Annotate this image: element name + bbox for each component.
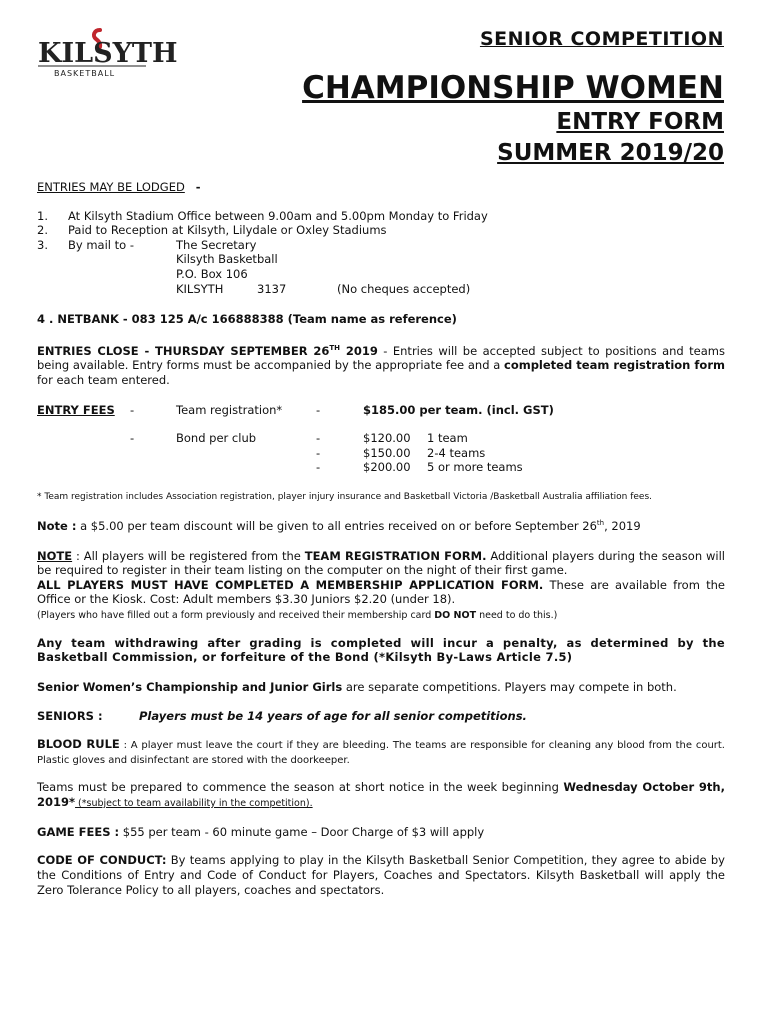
close-date-sup: TH	[329, 343, 341, 352]
game-fees	[37, 825, 725, 840]
note2-label: NOTE	[37, 548, 73, 563]
bond-amount: $200.00	[363, 460, 411, 475]
exemption-bold: DO NOT	[434, 609, 477, 621]
season-commence	[37, 780, 725, 810]
withdrawal-penalty: Any team withdrawing after grading is completed will incur a penalty, as determined by the Basketball Commission, or forfeiture of the Bond (*Kilsyth By-Laws Article 7.5)	[37, 635, 725, 665]
logo-wordmark: KILSYTH	[38, 38, 178, 69]
header-competition: SENIOR COMPETITION	[479, 28, 724, 50]
note2-text-2: Additional players during the season will be required to register in their team listing on the computer on the night of their first game.	[37, 548, 725, 578]
team-registration-amount: $185.00 per team. (incl. GST)	[363, 402, 554, 417]
header-entry-form: ENTRY FORM	[556, 109, 724, 135]
close-text: - Entries will be accepted subject to positions and teams being available. Entry forms must be accompanied by the appropriate fee and a	[37, 343, 726, 373]
blood-rule-text: : A player must leave the court if they are bleeding. The teams are responsible for cleaning any blood from the court. Plastic gloves and disinfectant are stored with the doorkeeper.	[37, 740, 725, 767]
header-title: CHAMPIONSHIP WOMEN	[302, 70, 724, 106]
fees-footnote: * Team registration includes Association registration, player injury insurance and Basketball Victoria /Basketball Australia affiliation fees.	[37, 491, 653, 502]
entries-heading: ENTRIES MAY BE LODGED	[37, 180, 185, 194]
seniors-age-rule	[37, 709, 725, 724]
close-form-note: completed team registration form	[504, 358, 725, 373]
close-year: 2019	[340, 343, 378, 358]
bond-desc: 5 or more teams	[427, 460, 523, 475]
bond-desc: 2-4 teams	[427, 445, 486, 460]
note2-form-name: TEAM REGISTRATION FORM.	[304, 548, 487, 563]
competitions-bold: Senior Women’s Championship and Junior Girls	[37, 680, 343, 695]
commence-note: (*subject to team availability in the competition).	[75, 797, 313, 809]
fee-dash: -	[316, 460, 321, 475]
list-text: Paid to Reception at Kilsyth, Lilydale or Oxley Stadiums	[68, 223, 387, 238]
bond-desc: 1 team	[427, 431, 468, 446]
no-cheques-note: (No cheques accepted)	[337, 281, 471, 296]
bond-amount: $120.00	[363, 431, 411, 446]
address-line: Kilsyth Basketball	[176, 252, 278, 267]
header-season: SUMMER 2019/20	[497, 140, 724, 166]
address-line: P.O. Box 106	[176, 266, 248, 281]
commence-date: Wednesday October 9th, 2019*	[37, 780, 725, 809]
list-number: 2.	[37, 223, 48, 238]
address-row	[37, 267, 725, 282]
address-postcode: 3137	[257, 281, 287, 296]
list-text: At Kilsyth Stadium Office between 9.00am and 5.00pm Monday to Friday	[68, 208, 488, 223]
separate-competitions	[37, 680, 725, 695]
lodge-list	[37, 209, 725, 297]
note-sup: th	[596, 519, 605, 528]
game-fees-label: GAME FEES :	[37, 824, 120, 839]
logo-subtitle: BASKETBALL	[54, 69, 116, 78]
seniors-label: SENIORS :	[37, 708, 103, 723]
fee-row	[37, 460, 725, 475]
list-number: 1.	[37, 208, 48, 223]
netbank-line	[37, 312, 725, 327]
bond-label: Bond per club	[176, 431, 257, 446]
blood-rule-label: BLOOD RULE	[37, 737, 120, 752]
fee-row	[37, 431, 725, 446]
address-city: KILSYTH	[176, 281, 224, 296]
entry-fees-label: ENTRY FEES	[37, 402, 115, 417]
exemption-text: (Players who have filled out a form previously and received their membership card	[37, 609, 435, 621]
list-item	[37, 238, 725, 253]
membership-requirement: ALL PLAYERS MUST HAVE COMPLETED A MEMBERSHIP APPLICATION FORM.	[37, 577, 544, 592]
list-item	[37, 223, 725, 238]
fee-dash: -	[316, 431, 321, 446]
fee-dash: -	[130, 402, 135, 417]
close-date: ENTRIES CLOSE - THURSDAY SEPTEMBER 26	[37, 343, 330, 358]
fee-dash: -	[316, 445, 321, 460]
seniors-text: Players must be 14 years of age for all senior competitions.	[139, 708, 527, 723]
registration-note	[37, 549, 725, 622]
address-row	[37, 282, 725, 297]
entries-heading-line	[37, 180, 725, 195]
kilsyth-logo	[36, 26, 178, 80]
membership-cost: These are available from the Office or the Kiosk. Cost: Adult members $3.30 Juniors $2.20 (under 18).	[37, 577, 725, 607]
note-text-end: , 2019	[604, 518, 641, 533]
bond-amount: $150.00	[363, 445, 411, 460]
fee-dash: -	[316, 402, 321, 417]
team-registration-label: Team registration*	[176, 402, 283, 417]
note-text: a $5.00 per team discount will be given to all entries received on or before September 26	[76, 518, 597, 533]
blood-rule	[37, 737, 725, 767]
list-item	[37, 209, 725, 224]
list-number: 3.	[37, 237, 48, 252]
address-line: The Secretary	[176, 237, 257, 252]
note2-text: : All players will be registered from the	[72, 548, 305, 563]
netbank-details: 4 . NETBANK - 083 125 A/c 166888388 (Team name as reference)	[37, 312, 457, 327]
entries-heading-dash: -	[195, 180, 201, 194]
membership-exemption	[37, 610, 557, 621]
conduct-text: By teams applying to play in the Kilsyth Basketball Senior Competition, they agree to abide by the Conditions of Entry and Code of Conduct for Players, Coaches and Spectators. Kilsyth Basketball will apply the Zero Tolerance Policy to all players, coaches and spectators.	[37, 853, 725, 897]
list-text: By mail to -	[68, 237, 134, 252]
entry-fees-block	[37, 403, 725, 475]
code-of-conduct	[37, 853, 725, 897]
entries-close-paragraph	[37, 344, 725, 388]
form-body	[37, 180, 725, 897]
commence-text: Teams must be prepared to commence the season at short notice in the week beginning	[37, 780, 564, 795]
exemption-text-end: need to do this.)	[476, 609, 558, 621]
fee-row	[37, 446, 725, 461]
note-label: Note :	[37, 518, 77, 533]
close-text-end: for each team entered.	[37, 372, 170, 387]
address-row	[37, 252, 725, 267]
game-fees-text: $55 per team - 60 minute game – Door Charge of $3 will apply	[119, 824, 485, 839]
discount-note	[37, 519, 725, 534]
competitions-text: are separate competitions. Players may compete in both.	[342, 680, 677, 695]
fee-dash: -	[130, 431, 135, 446]
fee-row	[37, 403, 725, 418]
conduct-label: CODE OF CONDUCT:	[37, 853, 167, 868]
